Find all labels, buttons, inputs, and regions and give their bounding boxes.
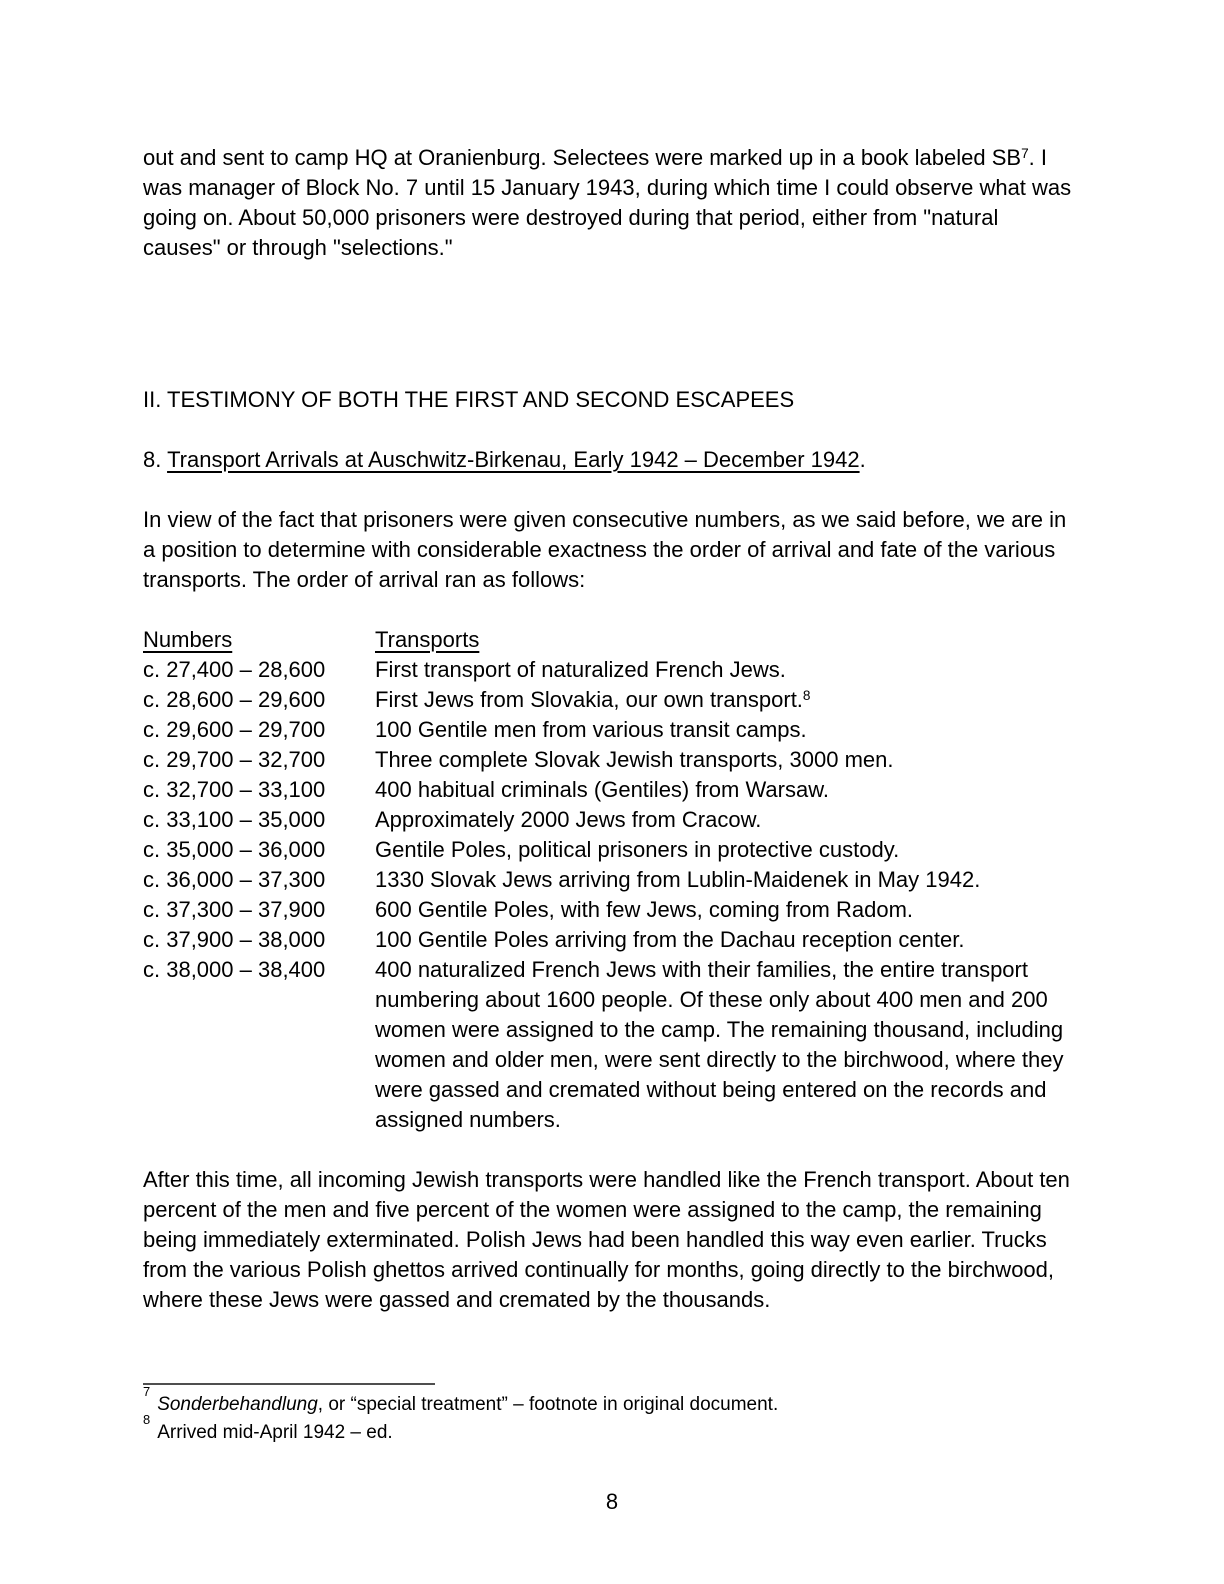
lead-paragraph: In view of the fact that prisoners were given consecutive numbers, as we said before, we are in a position to determine with considerable exactness the order of arrival and fate of the various transports. The order of arrival ran as follows: xyxy=(143,507,1067,592)
footnote-marker: 7 xyxy=(143,1384,151,1400)
footnote-ref-7: 7 xyxy=(1021,145,1029,161)
table-cell-numbers: c. 36,000 – 37,300 xyxy=(143,867,326,892)
table-cell-transport: Three complete Slovak Jewish transports, 3000 men. xyxy=(375,747,894,772)
footnote-separator-rule xyxy=(143,1383,435,1385)
table-cell-transport: 600 Gentile Poles, with few Jews, coming from Radom. xyxy=(375,897,914,922)
footnote xyxy=(143,1412,1081,1447)
table-cell-numbers: c. 32,700 – 33,100 xyxy=(143,777,326,802)
table-cell-transport: 100 Gentile men from various transit camps. xyxy=(375,717,807,742)
table-cell-numbers: c. 33,100 – 35,000 xyxy=(143,807,326,832)
table-cell-transport: 1330 Slovak Jews arriving from Lublin-Maidenek in May 1942. xyxy=(375,867,981,892)
subsection-heading xyxy=(143,445,1081,475)
table-cell-transport: Gentile Poles, political prisoners in protective custody. xyxy=(375,837,900,862)
table-cell-transport: First Jews from Slovakia, our own transport.$^8$ xyxy=(375,687,811,712)
table-cell-transport: First transport of naturalized French Jews. xyxy=(375,657,786,682)
intro-paragraph xyxy=(143,143,1081,263)
subsection-number: 8. xyxy=(143,447,168,472)
table-cell-transport: 400 naturalized French Jews with their families, the entire transport numbering about 1600 people. Of these only about 400 men and 200 women were assigned to the camp. The remaining thousand, including women and older men, were sent directly to the birchwood, where they were gassed and cremated without being entered on the records and assigned numbers. xyxy=(375,957,1064,1132)
subsection-period: . xyxy=(859,447,866,472)
column-header-transports: Transports xyxy=(375,627,480,652)
closing-paragraph: After this time, all incoming Jewish transports were handled like the French transport. About ten percent of the men and five percent of the women were assigned to the camp, the remaining being immediately exterminated. Polish Jews had been handled this way even earlier. Trucks from the various Polish ghettos arrived continually for months, going directly to the birchwood, where these Jews were gassed and cremated by the thousands. xyxy=(143,1167,1070,1312)
table-cell-numbers: c. 38,000 – 38,400 xyxy=(143,957,326,982)
intro-text-after-ref: . I was manager of Block No. 7 until 15 January 1943, during which time I could observe what was going on. About 50,000 prisoners were destroyed during that period, either from "natural causes" or through "selections." xyxy=(143,145,1072,260)
footnote xyxy=(143,1384,1081,1419)
table-cell-transport: Approximately 2000 Jews from Cracow. xyxy=(375,807,762,832)
footnote-text: Arrived mid-April 1942 – ed. xyxy=(157,1422,393,1443)
table-cell-numbers: c. 37,900 – 38,000 xyxy=(143,927,326,952)
footnotes-section xyxy=(143,1384,1081,1447)
table-cell-numbers: c. 37,300 – 37,900 xyxy=(143,897,326,922)
column-header-numbers-cell xyxy=(143,625,375,655)
footnote-italic-term: Sonderbehandlung xyxy=(157,1394,318,1415)
table-cell-transport: 100 Gentile Poles arriving from the Dachau reception center. xyxy=(375,927,965,952)
section-heading: II. TESTIMONY OF BOTH THE FIRST AND SECOND ESCAPEES xyxy=(143,387,795,412)
intro-text-before-ref: out and sent to camp HQ at Oranienburg. Selectees were marked up in a book labeled SB xyxy=(143,145,1022,170)
table-cell-numbers: c. 35,000 – 36,000 xyxy=(143,837,326,862)
column-header-numbers: Numbers xyxy=(143,627,233,652)
footnote-text: , or “special treatment” – footnote in original document. xyxy=(317,1394,779,1415)
table-cell-numbers: c. 27,400 – 28,600 xyxy=(143,657,326,682)
table-cell-transport: 400 habitual criminals (Gentiles) from Warsaw. xyxy=(375,777,830,802)
footnote-ref-8: 8 xyxy=(802,687,811,703)
transport-table xyxy=(143,625,1081,1135)
footnote-marker: 8 xyxy=(143,1412,151,1428)
table-cell-numbers: c. 28,600 – 29,600 xyxy=(143,687,326,712)
table-cell-numbers: c. 29,700 – 32,700 xyxy=(143,747,326,772)
table-cell-numbers: c. 29,600 – 29,700 xyxy=(143,717,326,742)
page-number: 8 xyxy=(605,1489,619,1514)
column-header-transports-cell xyxy=(375,625,1081,655)
subsection-title: Transport Arrivals at Auschwitz-Birkenau, Early 1942 – December 1942 xyxy=(167,447,860,472)
